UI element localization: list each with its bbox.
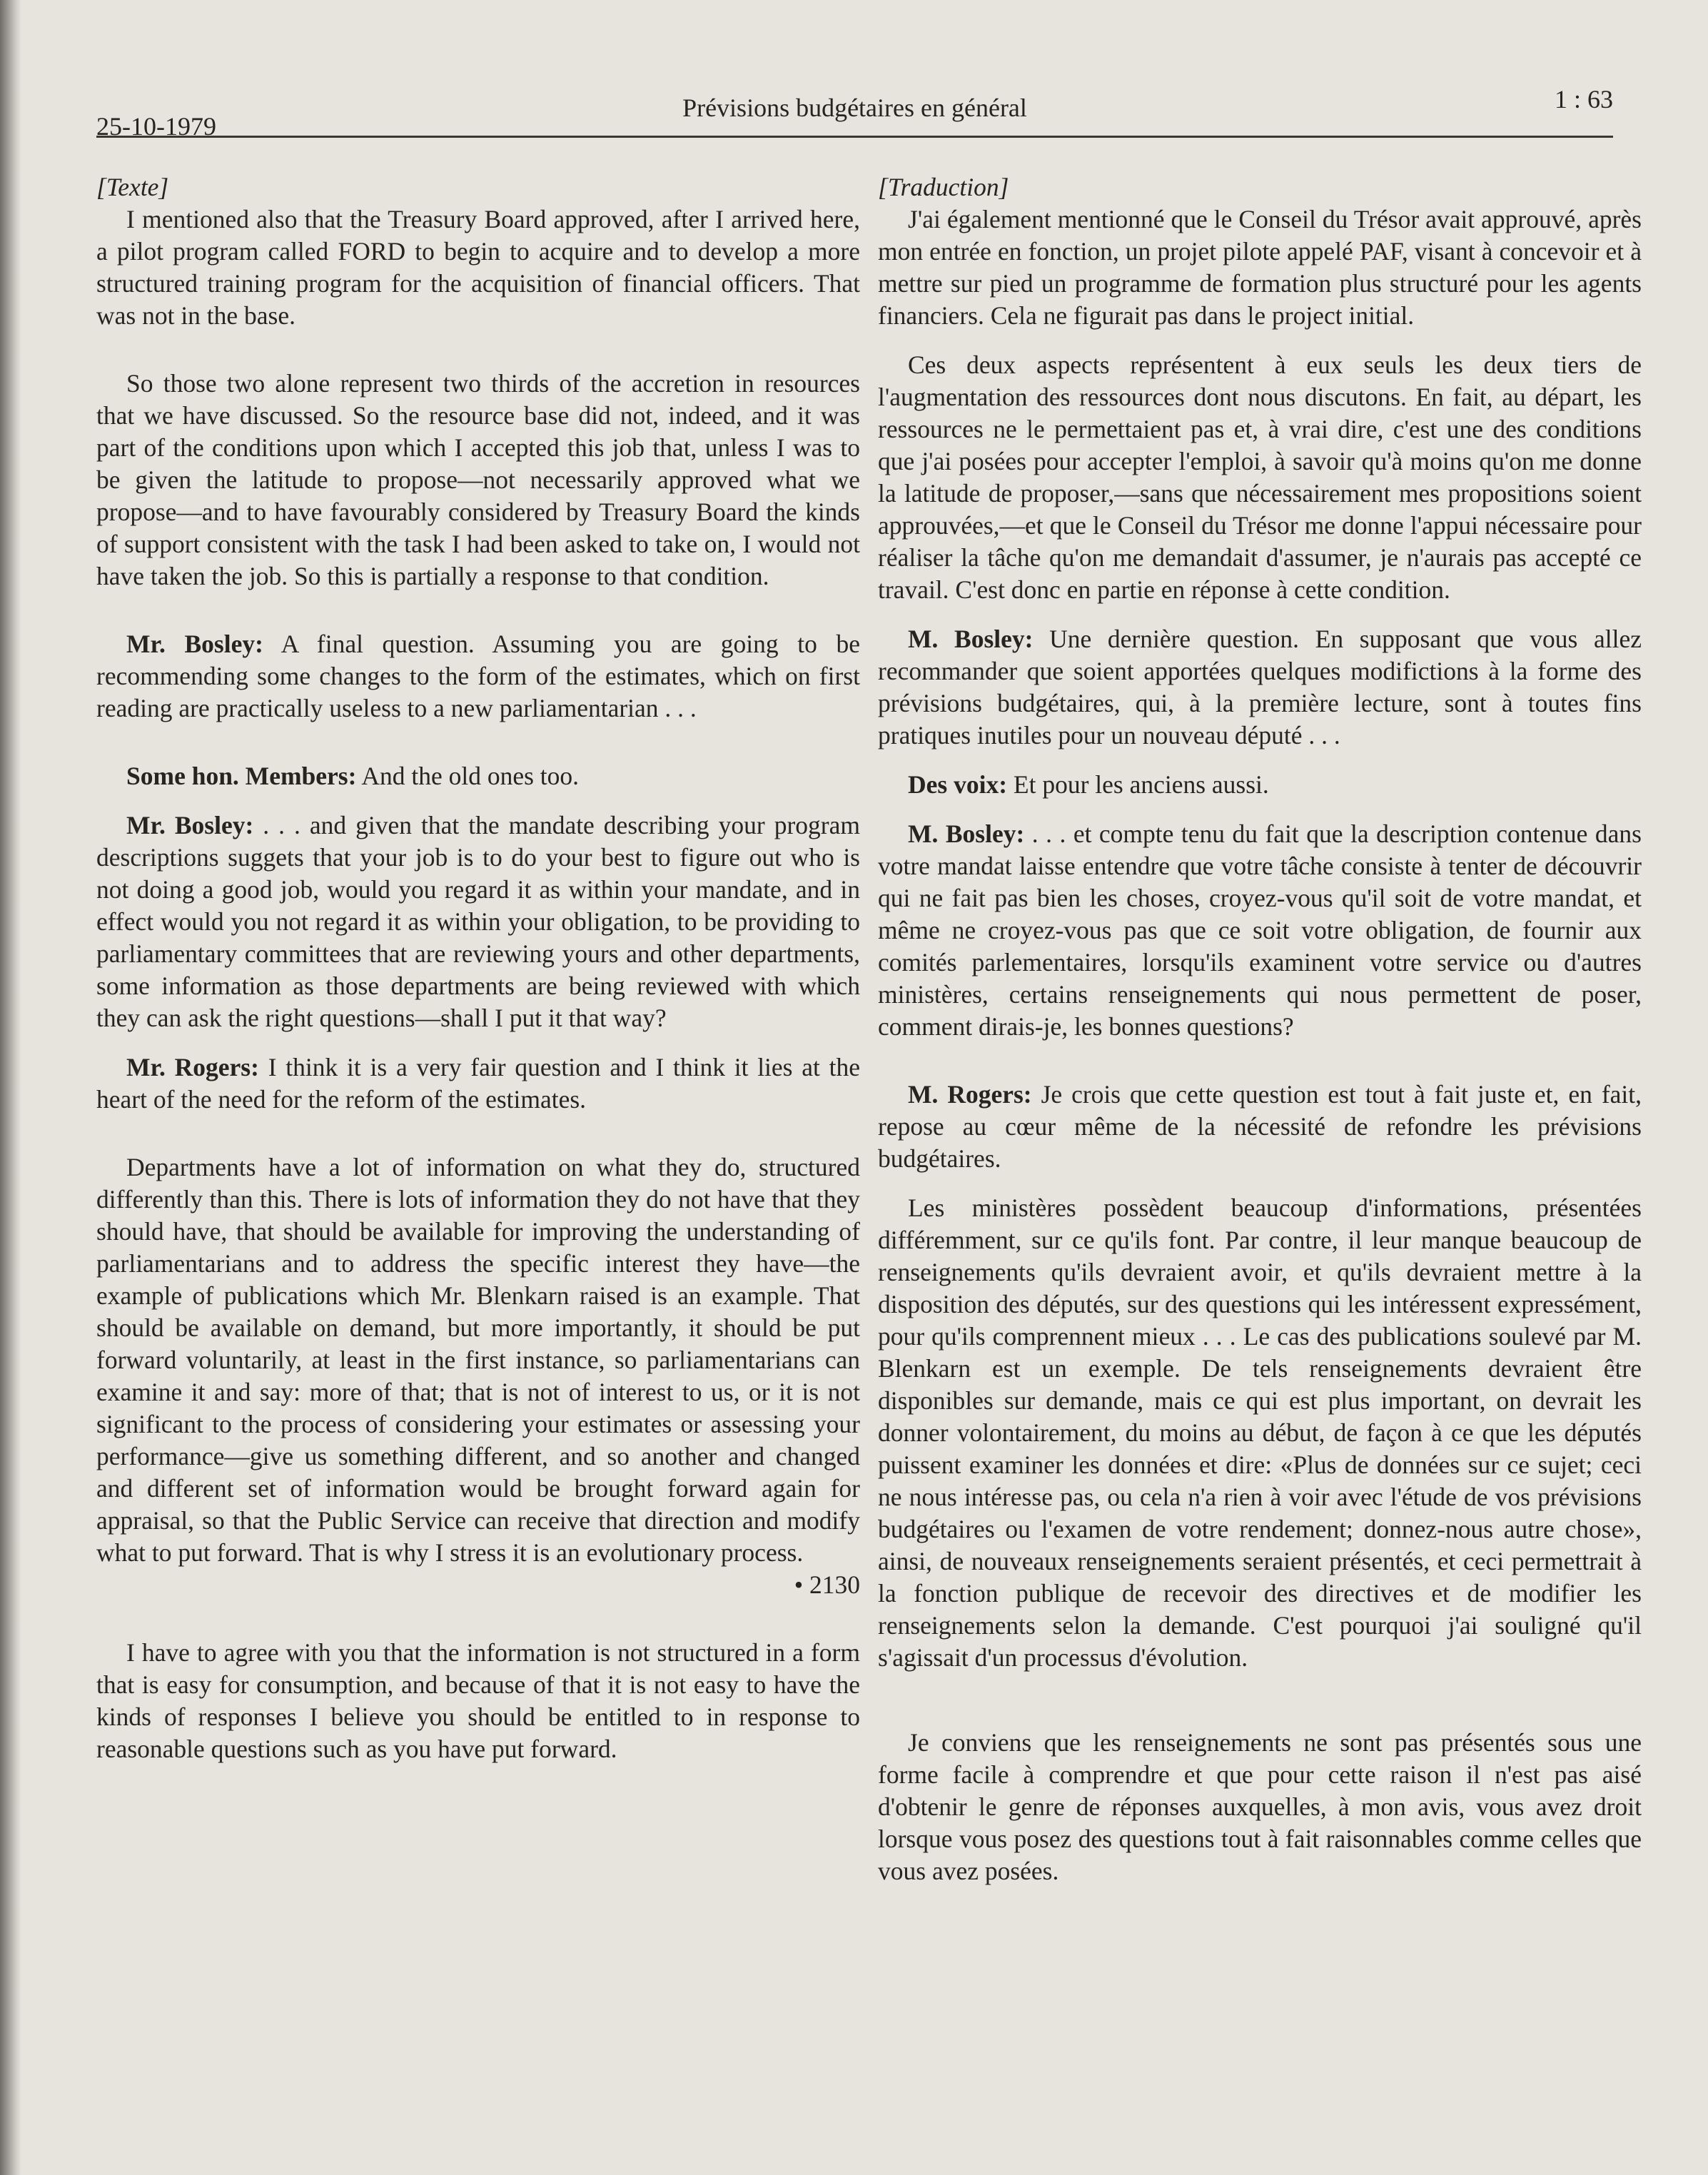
speech-text: And the old ones too. <box>356 762 580 790</box>
header-title: Prévisions budgétaires en général <box>682 94 1027 122</box>
paragraph: Je conviens que les renseignements ne sont pas présentés sous une forme facile à comprendre et que pour cette raison il n'est pas aisé d'obtenir le genre de réponses auxquelles, à mon avis, vous avez droit lorsque vous posez des questions tout à fait raisonnables comme celles que vous avez posées. <box>878 1728 1642 1885</box>
speech-text: I think it is a very fair question and I think it lies at the heart of the need for the reform of the estimates. <box>96 1053 860 1114</box>
speech-paragraph <box>878 769 1642 801</box>
speech-paragraph <box>96 628 860 725</box>
speech-text: . . . and given that the mandate describing your program descriptions suggets that your job is to do your best to figure out who is not doing a good job, would you regard it as within your mandate, and in effect would you not regard it as within your obligation, to be providing to parliamentary committees that are reviewing yours and other departments, some information as those departments are being reviewed with which they can ask the right questions—shall I put it that way? <box>96 811 860 1032</box>
header-page-number: 1 : 63 <box>1554 85 1613 113</box>
paragraph: Ces deux aspects représentent à eux seuls les deux tiers de l'augmentation des ressources dont nous discutons. En fait, au départ, les ressources ne le permettaient pas et, à vrai dire, c'est une des conditions que j'ai posées pour accepter l'emploi, à savoir qu'à moins qu'on me donne la latitude de proposer,—sans que nécessairement mes propositions soient approuvées,—et que le Conseil du Trésor me donne l'appui nécessaire pour réaliser la tâche qu'on me demandait d'assumer, je n'aurais pas accepté ce travail. C'est donc en partie en réponse à cette condition. <box>878 350 1642 604</box>
page-binding-shadow <box>0 0 21 2175</box>
french-column <box>878 171 1642 1887</box>
paragraph: J'ai également mentionné que le Conseil du Trésor avait approuvé, après mon entrée en fonction, un projet pilote appelé PAF, visant à concevoir et à mettre sur pied un programme de formation plus structuré pour les agents financiers. Cela ne figurait pas dans le project initial. <box>878 205 1642 330</box>
speech-text: Une dernière question. En supposant que vous allez recommander que soient apportées quelques modifictions à la forme des prévisions budgétaires, qui, à la première lecture, sont à toutes fins pratiques inutiles pour un nouveau député . . . <box>878 625 1642 750</box>
speaker-name: Mr. Bosley: <box>126 630 263 658</box>
paragraph: Les ministères possèdent beaucoup d'informations, présentées différemment, sur ce qu'ils font. Par contre, il leur manque beaucoup de renseignements qu'ils devraient avoir, et qu'ils devraient mettre à la disposition des députés, sur des questions qui les intéressent expressément, pour qu'ils comprennent mieux . . . Le cas des publications soulevé par M. Blenkarn est un exemple. De tels renseignements devraient être disponibles sur demande, mais ce qui est plus important, on devrait les donner volontairement, du moins au début, de façon à ce que les députés puissent examiner les données et dire: «Plus de données sur ce sujet; ceci ne nous intéresse pas, ou cela n'a rien à voir avec l'étude de vos prévisions budgétaires ou l'examen de votre rendement; donnez-nous autre chose», ainsi, de nouveaux renseignements seraient présentés, et ceci permettrait à la fonction publique de recevoir des directives et de modifier les renseignements selon la demande. C'est pourquoi j'ai souligné qu'il s'agissait d'un processus d'évolution. <box>878 1194 1642 1672</box>
header-rule <box>96 136 1613 138</box>
english-column <box>96 171 860 1765</box>
speaker-name: M. Bosley: <box>908 819 1025 848</box>
paragraph: So those two alone represent two thirds of the accretion in resources that we have discussed. So the resource base did not, indeed, and it was part of the conditions upon which I accepted this job that, unless I was to be given the latitude to propose—not necessarily approved what we propose—and to have favourably considered by Treasury Board the kinds of support consistent with the task I had been asked to take on, I would not have taken the job. So this is partially a response to that condition. <box>96 369 860 590</box>
page-header <box>96 84 1613 141</box>
speech-paragraph <box>878 818 1642 1043</box>
speaker-name: Some hon. Members: <box>126 762 357 790</box>
speaker-name: M. Bosley: <box>908 625 1034 653</box>
speaker-name: Mr. Rogers: <box>126 1053 259 1081</box>
paragraph: I have to agree with you that the information is not structured in a form that is easy for consumption, and because of that it is not easy to have the kinds of responses I believe you should be entitled to in response to reasonable questions such as you have put forward. <box>96 1638 860 1763</box>
speech-paragraph <box>96 760 860 792</box>
speech-text: . . . et compte tenu du fait que la description contenue dans votre mandat laisse entendre que votre tâche consiste à tenter de découvrir qui ne fait pas bien les choses, croyez-vous qu'il soit de votre mandat, et même ne croyez-vous pas que ce soit votre obligation, de fournir aux comités parlementaires, lorsqu'ils examinent votre service ou d'autres ministères, certains renseignements qui nous permettent de poser, comment dirais-je, les bonnes questions? <box>878 819 1642 1041</box>
speaker-name: Des voix: <box>908 770 1008 799</box>
time-marker: • 2130 <box>794 1570 860 1599</box>
speech-paragraph <box>878 623 1642 752</box>
section-label-traduction: [Traduction] <box>878 173 1009 201</box>
speech-text: A final question. Assuming you are going to be recommending some changes to the form of the estimates, which on first reading are practically useless to a new parliamentarian . . . <box>96 630 860 722</box>
paragraph: Departments have a lot of information on what they do, structured differently than this. There is lots of information they do not have that they should have, that should be available for improving the understanding of parliamentarians and to address the specific interest they have—the example of publications which Mr. Blenkarn raised is an example. That should be available on demand, but more importantly, it should be put forward voluntarily, at least in the first instance, so parliamentarians can examine it and say: more of that; that is not of interest to us, or it is not significant to the process of considering your estimates or assessing your performance—give us something different, and so another and changed and different set of information would be brought forward again for appraisal, so that the Public Service can receive that direction and modify what to put forward. That is why I stress it is an evolutionary process. <box>96 1153 860 1567</box>
section-label-texte: [Texte] <box>96 173 169 201</box>
speaker-name: Mr. Bosley: <box>126 811 254 839</box>
speech-paragraph <box>96 1051 860 1116</box>
speech-text: Et pour les anciens aussi. <box>1007 770 1269 799</box>
paragraph: I mentioned also that the Treasury Board approved, after I arrived here, a pilot program called FORD to begin to acquire and to develop a more structured training program for the acquisition of financial officers. That was not in the base. <box>96 205 860 330</box>
speech-paragraph <box>96 809 860 1034</box>
speaker-name: M. Rogers: <box>908 1080 1032 1109</box>
header-date: 25-10-1979 <box>96 112 216 141</box>
speech-text: Je crois que cette question est tout à fait juste et, en fait, repose au cœur même de la nécessité de refondre les prévisions budgétaires. <box>878 1080 1642 1173</box>
speech-paragraph <box>878 1079 1642 1175</box>
